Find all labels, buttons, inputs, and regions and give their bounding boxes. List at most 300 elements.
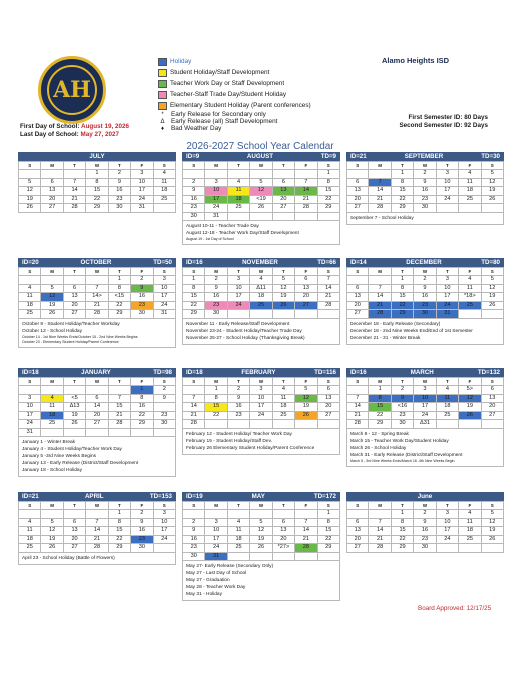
day-cell: 15: [108, 403, 130, 412]
weekday-label: M: [369, 162, 391, 170]
day-cell: 18: [250, 293, 272, 302]
day-cell: 19: [481, 187, 503, 196]
day-cell: 28: [295, 544, 317, 553]
day-cell: [459, 420, 481, 429]
day-cell: 27: [41, 204, 63, 213]
day-cell: 29: [391, 310, 413, 319]
weekday-row: [183, 268, 340, 276]
day-cell: 9: [414, 518, 436, 527]
day-cell: [86, 510, 108, 519]
day-cell: 25: [19, 544, 41, 553]
week-row: [183, 310, 340, 319]
month-notes: [18, 437, 176, 477]
day-cell: [295, 310, 317, 319]
weekday-label: F: [295, 378, 317, 386]
day-cell: 20: [86, 411, 108, 420]
day-cell: 8: [317, 518, 339, 527]
day-cell: 29: [108, 544, 130, 553]
month-notes: [182, 561, 340, 601]
day-cell: 14>: [86, 293, 108, 302]
note: August 12-18 - Teacher Work Day/Staff Development: [186, 231, 299, 236]
month-header: [182, 258, 340, 267]
day-cell: [272, 552, 294, 561]
day-cell: 18: [227, 195, 249, 204]
day-cell: 17: [436, 293, 458, 302]
weekday-label: M: [369, 378, 391, 386]
day-cell: 4: [19, 518, 41, 527]
day-cell: 13: [347, 527, 369, 536]
day-cell: 21: [295, 535, 317, 544]
day-cell: [41, 428, 63, 437]
day-cell: 6: [63, 284, 85, 293]
weekday-label: S: [19, 502, 41, 510]
day-cell: [205, 510, 227, 519]
month-name: June: [417, 493, 433, 500]
day-cell: 10: [131, 178, 153, 187]
day-cell: 2: [183, 178, 205, 187]
day-cell: [86, 386, 108, 395]
day-cell: 26: [481, 195, 503, 204]
day-cell: [41, 170, 63, 179]
day-cell: 28: [369, 310, 391, 319]
day-cell: [317, 212, 339, 221]
legend-symbol-item: [158, 111, 311, 118]
day-cell: 5: [295, 386, 317, 395]
day-cell: 1: [131, 386, 153, 395]
day-cell: 2: [227, 386, 249, 395]
day-cell: 19: [295, 403, 317, 412]
day-cell: [295, 420, 317, 429]
board-approved: Board Approved: 12/17/25: [418, 605, 492, 612]
week-row: [183, 403, 340, 412]
day-cell: 18: [41, 411, 63, 420]
day-cell: [481, 204, 503, 213]
week-row: [183, 212, 340, 221]
week-row: [19, 535, 176, 544]
week-row: [347, 204, 504, 213]
month-name: MAY: [251, 493, 265, 500]
day-cell: 27: [86, 420, 108, 429]
day-cell: <16: [391, 403, 413, 412]
day-cell: 7: [295, 518, 317, 527]
month-notes: [18, 553, 176, 565]
day-cell: [250, 310, 272, 319]
day-cell: [250, 510, 272, 519]
day-cell: 24: [436, 535, 458, 544]
day-cell: 2: [131, 510, 153, 519]
day-cell: [369, 170, 391, 179]
day-cell: 8: [86, 178, 108, 187]
day-cell: 6: [317, 386, 339, 395]
day-cell: 13: [41, 187, 63, 196]
note: October 9 - Student Holiday/Teacher Workday: [22, 321, 120, 327]
day-cell: [86, 428, 108, 437]
note: September 7 - School Holiday: [350, 215, 414, 221]
day-cell: 10: [205, 187, 227, 196]
weekday-label: S: [347, 502, 369, 510]
day-cell: [347, 276, 369, 285]
day-cell: 9: [108, 178, 130, 187]
weekday-label: S: [481, 502, 503, 510]
weekday-label: W: [250, 162, 272, 170]
weekday-label: S: [347, 162, 369, 170]
day-cell: [459, 204, 481, 213]
day-cell: 26: [481, 301, 503, 310]
instructional-days: ID=21: [350, 153, 367, 160]
first-day-value: August 19, 2026: [81, 123, 129, 130]
day-cell: 5: [250, 518, 272, 527]
weekday-label: T: [436, 502, 458, 510]
legend-swatch: [158, 58, 167, 66]
week-row: [19, 204, 176, 213]
week-row: [347, 518, 504, 527]
day-cell: [63, 170, 85, 179]
day-cell: 28: [86, 544, 108, 553]
day-cell: 18: [227, 535, 249, 544]
day-cell: 15: [205, 403, 227, 412]
day-cell: 27: [347, 310, 369, 319]
day-cell: 26: [459, 411, 481, 420]
note: May 27 - Last Day of School: [186, 571, 247, 576]
month-header: [182, 368, 340, 377]
semester-days: [399, 114, 488, 130]
day-cell: 23: [391, 411, 413, 420]
note: March 8 - 12 - Spring Break: [350, 431, 409, 437]
month-name: JULY: [89, 153, 105, 160]
month-grid: [182, 377, 340, 429]
day-cell: [227, 310, 249, 319]
day-cell: [153, 204, 175, 213]
day-cell: 23: [183, 204, 205, 213]
weekday-row: [347, 378, 504, 386]
day-cell: 16: [205, 293, 227, 302]
day-cell: 19: [19, 195, 41, 204]
day-cell: 6: [295, 276, 317, 285]
week-row: [347, 195, 504, 204]
day-cell: *18>: [459, 293, 481, 302]
day-cell: 8: [391, 178, 413, 187]
day-cell: 28: [183, 420, 205, 429]
day-cell: 6: [272, 518, 294, 527]
day-cell: 12: [41, 293, 63, 302]
day-cell: 1: [108, 276, 130, 285]
note: January 18 - School Holiday: [22, 468, 82, 473]
legend-symbol-item: [158, 125, 311, 132]
day-cell: 3: [436, 276, 458, 285]
semester-1: First Semester ID: 80 Days: [408, 114, 488, 121]
month-march: [346, 368, 504, 467]
weekday-row: [19, 268, 176, 276]
day-cell: 3: [227, 276, 249, 285]
week-row: [347, 187, 504, 196]
day-cell: 14: [369, 293, 391, 302]
day-cell: 5: [272, 276, 294, 285]
day-cell: [272, 510, 294, 519]
month-name: SEPTEMBER: [404, 153, 444, 160]
weekday-label: T: [108, 502, 130, 510]
weekday-label: F: [295, 502, 317, 510]
day-cell: 10: [250, 394, 272, 403]
day-cell: 10: [436, 284, 458, 293]
day-cell: 18: [153, 187, 175, 196]
week-row: [347, 527, 504, 536]
weekday-label: S: [153, 162, 175, 170]
day-cell: 8: [108, 284, 130, 293]
weekday-label: M: [369, 502, 391, 510]
week-row: [19, 518, 176, 527]
note: April 23 - School Holiday (Battle of Flowers): [22, 555, 115, 561]
week-row: [19, 411, 176, 420]
day-cell: 17: [131, 187, 153, 196]
day-cell: [227, 552, 249, 561]
weekday-label: T: [227, 162, 249, 170]
day-cell: 25: [459, 195, 481, 204]
day-cell: 26: [250, 544, 272, 553]
month-february: [182, 368, 340, 455]
day-cell: 8: [108, 518, 130, 527]
week-row: [19, 527, 176, 536]
day-cell: 24: [131, 195, 153, 204]
day-cell: 8: [391, 284, 413, 293]
day-cell: 15: [86, 187, 108, 196]
day-cell: 1: [391, 276, 413, 285]
day-cell: 7: [183, 394, 205, 403]
day-cell: 3: [436, 170, 458, 179]
first-day-label: First Day of School:: [20, 123, 80, 130]
day-cell: 11: [227, 527, 249, 536]
day-cell: 12: [19, 187, 41, 196]
week-row: [347, 394, 504, 403]
day-cell: 16: [131, 527, 153, 536]
day-cell: 12: [250, 527, 272, 536]
instructional-days: ID=20: [22, 259, 39, 266]
day-cell: 5: [481, 510, 503, 519]
day-cell: [131, 428, 153, 437]
day-cell: 20: [272, 195, 294, 204]
month-notes: [182, 429, 340, 455]
weekday-label: T: [391, 378, 413, 386]
day-cell: 26: [41, 310, 63, 319]
weekday-label: M: [41, 502, 63, 510]
day-cell: 25: [153, 195, 175, 204]
note: December 18 - 2nd Nine Weeks End/End of 1st Semester: [350, 328, 473, 334]
week-row: [183, 284, 340, 293]
month-january: [18, 368, 176, 477]
day-cell: 29: [317, 204, 339, 213]
day-cell: 6: [347, 284, 369, 293]
day-cell: 28: [295, 204, 317, 213]
day-cell: [41, 510, 63, 519]
day-cell: 24: [205, 544, 227, 553]
month-grid: [18, 501, 176, 553]
day-cell: 23: [153, 411, 175, 420]
day-cell: 20: [295, 293, 317, 302]
day-cell: [227, 510, 249, 519]
day-cell: 31: [19, 428, 41, 437]
total-days: TD=98: [153, 369, 172, 376]
day-cell: 17: [436, 527, 458, 536]
weekday-label: F: [295, 162, 317, 170]
day-cell: [19, 276, 41, 285]
day-cell: <19: [250, 195, 272, 204]
day-cell: [459, 310, 481, 319]
day-cell: 3: [153, 276, 175, 285]
calendar-title: 2026-2027 School Year Calendar: [186, 141, 334, 152]
day-cell: 4: [19, 284, 41, 293]
day-cell: 2: [183, 518, 205, 527]
month-header: [18, 258, 176, 267]
weekday-label: F: [459, 162, 481, 170]
day-cell: 7: [347, 394, 369, 403]
month-header: [182, 492, 340, 501]
day-cell: 24: [227, 301, 249, 310]
day-cell: 12: [272, 284, 294, 293]
day-cell: [481, 544, 503, 553]
month-name: FEBRUARY: [241, 369, 276, 376]
month-april: [18, 492, 176, 565]
day-cell: 20: [63, 301, 85, 310]
week-row: [19, 544, 176, 553]
day-cell: 10: [436, 518, 458, 527]
weekday-label: S: [347, 378, 369, 386]
day-cell: 27: [63, 310, 85, 319]
weekday-label: T: [272, 378, 294, 386]
day-cell: <5: [63, 394, 85, 403]
day-cell: 22: [108, 301, 130, 310]
note: August 10-11 - Teacher Trade Day: [186, 224, 259, 229]
day-cell: [272, 310, 294, 319]
legend-item: [158, 56, 311, 67]
weekday-label: T: [108, 162, 130, 170]
weekday-label: W: [250, 268, 272, 276]
legend-label: Elementary Student Holiday (Parent conferences): [170, 102, 311, 109]
day-cell: 22: [317, 535, 339, 544]
day-cell: 21: [108, 411, 130, 420]
day-cell: 26: [250, 204, 272, 213]
weekday-label: W: [414, 268, 436, 276]
day-cell: 4: [436, 386, 458, 395]
day-cell: [347, 386, 369, 395]
weekday-label: M: [369, 268, 391, 276]
day-cell: 4: [459, 510, 481, 519]
day-cell: 11: [19, 293, 41, 302]
week-row: [183, 301, 340, 310]
last-day: [20, 131, 119, 138]
day-cell: 16: [108, 187, 130, 196]
weekday-label: S: [481, 378, 503, 386]
day-cell: 1: [183, 276, 205, 285]
day-cell: 29: [183, 310, 205, 319]
day-cell: 21: [369, 195, 391, 204]
day-cell: 11: [459, 518, 481, 527]
day-cell: 3: [153, 510, 175, 519]
day-cell: 24: [153, 535, 175, 544]
day-cell: 1: [108, 510, 130, 519]
note: January 4 - Student Holiday/Teacher Work Day: [22, 447, 122, 452]
weekday-label: T: [272, 502, 294, 510]
note: May 31 - Holiday: [186, 592, 222, 597]
weekday-label: W: [414, 162, 436, 170]
day-cell: [183, 170, 205, 179]
week-row: [19, 394, 176, 403]
day-cell: 18: [19, 301, 41, 310]
day-cell: 15: [317, 527, 339, 536]
week-row: [347, 170, 504, 179]
month-notes: [346, 213, 504, 225]
month-name: NOVEMBER: [242, 259, 278, 266]
weekday-label: T: [63, 502, 85, 510]
day-cell: 10: [19, 403, 41, 412]
week-row: [19, 187, 176, 196]
day-cell: 4: [153, 170, 175, 179]
day-cell: 12: [250, 187, 272, 196]
day-cell: 19: [481, 527, 503, 536]
day-cell: 23: [414, 195, 436, 204]
day-cell: [295, 552, 317, 561]
weekday-label: T: [272, 162, 294, 170]
month-grid: [182, 161, 340, 221]
month-header: [18, 152, 176, 161]
day-cell: 3: [414, 386, 436, 395]
day-cell: 30: [153, 420, 175, 429]
day-cell: 11: [153, 178, 175, 187]
day-cell: 20: [481, 403, 503, 412]
day-cell: 4: [459, 170, 481, 179]
note: November 23-24 - Student Holiday/Teacher Trade Day: [186, 328, 302, 334]
week-row: [183, 204, 340, 213]
weekday-label: S: [153, 378, 175, 386]
day-cell: 31: [436, 310, 458, 319]
month-name: AUGUST: [246, 153, 274, 160]
weekday-label: M: [41, 378, 63, 386]
weekday-label: S: [183, 378, 205, 386]
day-cell: 6: [86, 394, 108, 403]
day-cell: 6: [347, 518, 369, 527]
day-cell: 30: [108, 204, 130, 213]
day-cell: 1: [391, 510, 413, 519]
weekday-label: S: [183, 162, 205, 170]
month-header: [182, 152, 340, 161]
day-cell: 31: [205, 552, 227, 561]
day-cell: 7: [317, 276, 339, 285]
day-cell: 2: [153, 386, 175, 395]
day-cell: 28: [369, 204, 391, 213]
month-name: JANUARY: [81, 369, 111, 376]
day-cell: 3: [19, 394, 41, 403]
weekday-row: [19, 162, 176, 170]
district-name: Alamo Heights ISD: [382, 56, 450, 65]
day-cell: 20: [347, 535, 369, 544]
day-cell: 12: [481, 178, 503, 187]
month-november: [182, 258, 340, 345]
day-cell: 17: [250, 403, 272, 412]
day-cell: [295, 170, 317, 179]
day-cell: <15: [108, 293, 130, 302]
day-cell: 13: [347, 187, 369, 196]
day-cell: 27: [347, 544, 369, 553]
day-cell: 23: [183, 544, 205, 553]
weekday-label: M: [205, 378, 227, 386]
day-cell: 27: [295, 301, 317, 310]
day-cell: 9: [391, 394, 413, 403]
day-cell: 28: [369, 544, 391, 553]
day-cell: [153, 403, 175, 412]
weekday-label: T: [63, 162, 85, 170]
day-cell: 19: [272, 293, 294, 302]
weekday-label: S: [317, 162, 339, 170]
week-row: [19, 428, 176, 437]
day-cell: 7: [369, 178, 391, 187]
